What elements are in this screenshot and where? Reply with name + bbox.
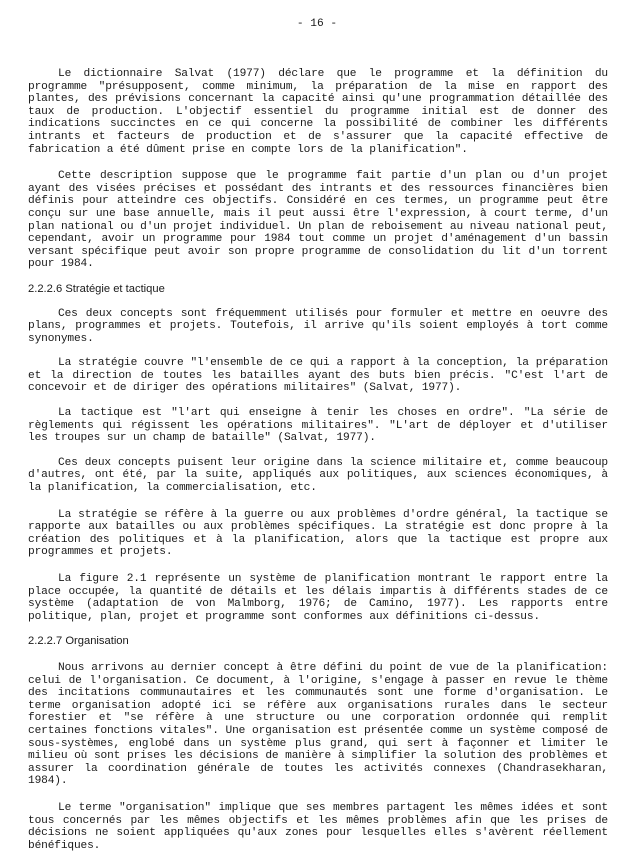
paragraph-organisation-members: Le terme "organisation" implique que ses membres partagent les mêmes idées et sont tous concernés par les mêmes objectifs et les mêmes problèmes afin que les prises de décisions ne soient appliquées qu'aux zones pour lesquelles elles s'avèrent réellement bénéfiques. [28, 801, 608, 852]
paragraph-salvat-definition: Le dictionnaire Salvat (1977) déclare que le programme et la définition du programme "présupposent, comme minimum, la préparation de la mise en rapport des plantes, des prévisions concernant la capacité ainsi qu'une programmation détaillée des taux de production. L'objectif essentiel du programme initial est de donner des indications succinctes en ce qui concerne la possibilité de combiner les différents intrants et facteurs de production et de s'assurer que la capacité effective de fabrication a été dûment prise en compte lors de la planification". [28, 68, 608, 156]
paragraph-strategie-vs-tactique: La stratégie se réfère à la guerre ou aux problèmes d'ordre général, la tactique se rapporte aux batailles ou aux problèmes spécifiques. La stratégie est donc propre à la création des politiques et à la planification, alors que la tactique est propre aux programmes et projets. [28, 508, 608, 559]
page-content [28, 68, 608, 852]
paragraph-program-description: Cette description suppose que le programme fait partie d'un plan ou d'un projet ayant des visées précises et possédant des intrants et des ressources financières bien définis pour atteindre ces objectifs. Considéré en ces termes, un programme peut être conçu sur une base annuelle, mais il peut aussi être l'expression, à court terme, d'un plan national ou d'un projet individuel. Un plan de reboisement au niveau national peut, cependant, avoir un programme pour 1984 tout comme un projet d'aménagement d'un bassin versant spécifique peut avoir son propre programme de consolidation du lit d'un torrent pour 1984. [28, 170, 608, 271]
paragraph-figure-2-1: La figure 2.1 représente un système de planification montrant le rapport entre la place occupée, la quantité de détails et les délais impartis à différents stades de ce système (adaptation de von Malmborg, 1976; de Camino, 1977). Les rapports entre politique, plan, projet et programme sont conformes aux définitions ci-dessus. [28, 573, 608, 623]
heading-strategie-tactique: 2.2.2.6 Stratégie et tactique [28, 282, 165, 295]
paragraph-two-concepts: Ces deux concepts sont fréquemment utilisés pour formuler et mettre en oeuvre des plans, programmes et projets. Toutefois, il arrive qu'ils soient employés à tort comme synonymes. [28, 307, 608, 345]
heading-organisation: 2.2.2.7 Organisation [28, 635, 129, 648]
page-number: - 16 - [296, 18, 338, 30]
paragraph-tactique-definition: La tactique est "l'art qui enseigne à tenir les choses en ordre". "La série de règlements qui régissent les opérations militaires". "L'art de déployer et d'utiliser les troupes sur un champ de bataille" (Salvat, 1977). [28, 407, 608, 445]
paragraph-military-origin: Ces deux concepts puisent leur origine dans la science militaire et, comme beaucoup d'autres, ont été, par la suite, appliqués aux politiques, aux sciences économiques, à la planification, la commercialisation, etc. [28, 456, 608, 495]
paragraph-organisation-definition: Nous arrivons au dernier concept à être défini du point de vue de la planification: celui de l'organisation. Ce document, à l'origine, s'engage à passer en revue le thème des incitations communautaires et les communautés sont une forme d'organisation. Le terme organisation adopté ici se réfère aux organisations rurales dans le secteur forestier et "se réfère à une structure ou une corporation ordonnée qui remplit certaines fonctions vitales". Une organisation est présentée comme un système composé de sous-systèmes, englobé dans un système plus grand, qui sert à façonner et limiter le milieu où sont prises les décisions de manière à simplifier la solution des problèmes et assurer la coordination générale de toutes les activités connexes (Chandrasekharan, 1984). [28, 661, 608, 788]
paragraph-strategie-definition: La stratégie couvre "l'ensemble de ce qui a rapport à la conception, la préparation et la direction de toutes les batailles ayant des buts bien précis. "C'est l'art de concevoir et de diriger des opérations militaires" (Salvat, 1977). [28, 357, 608, 395]
